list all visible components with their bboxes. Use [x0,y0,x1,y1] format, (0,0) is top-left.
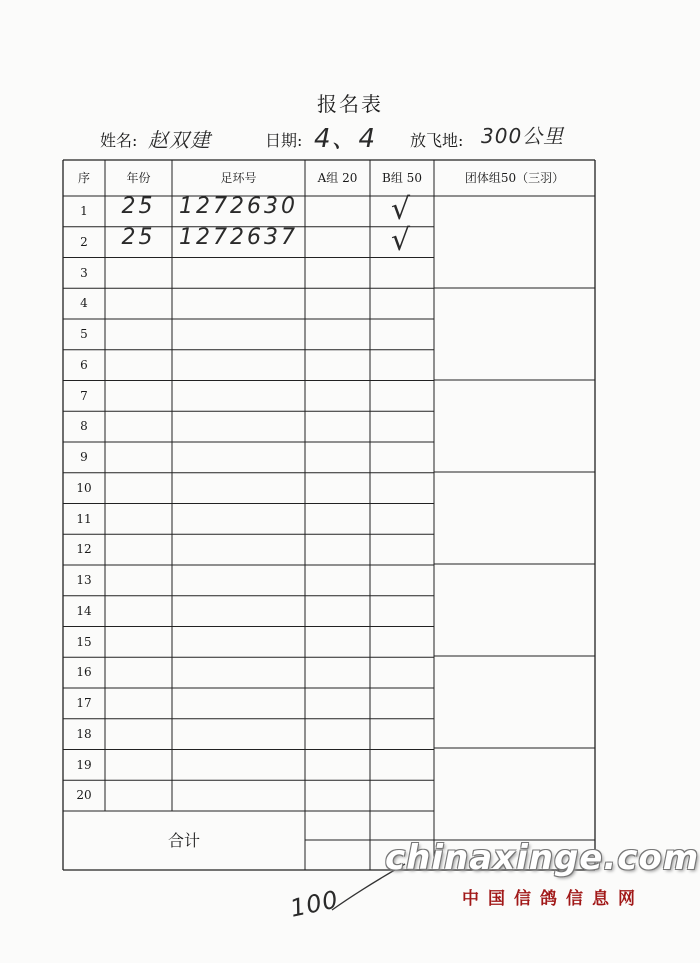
entry-year: 25 [121,224,156,250]
row-number: 7 [80,388,88,403]
row-number: 11 [76,511,92,526]
row-number: 8 [80,419,88,434]
row-number: 9 [80,450,88,464]
entry-ring: 1272630 [179,194,298,219]
header-seq: 序 [77,171,90,185]
row-number: 18 [76,726,92,741]
row-number: 5 [80,327,88,341]
row-number: 20 [76,788,92,803]
header-ring: 足环号 [220,171,257,185]
name-value: 赵双建 [148,128,211,152]
row-number: 13 [76,573,92,587]
row-number: 6 [80,357,88,372]
header-group-a: A组 20 [317,171,358,185]
row-number: 2 [80,234,88,249]
total-label: 合计 [167,831,200,850]
row-number: 17 [76,696,92,710]
header-team-group: 团体组50（三羽） [464,171,565,185]
release-label: 放飞地: [410,131,464,150]
entry-group-b-check: √ [390,222,414,258]
row-number: 10 [76,480,92,495]
entry-group-b-check: √ [390,192,414,227]
date-label: 日期: [265,131,303,150]
row-number: 3 [80,265,88,280]
name-label: 姓名: [100,131,138,150]
row-number: 16 [76,665,92,680]
entry-year: 25 [121,194,156,219]
row-number: 15 [76,634,92,649]
date-value: 4、4 [314,124,377,154]
watermark-site: chinaxinge.com [385,838,700,878]
row-number: 4 [80,296,88,311]
watermark-name: 中国信鸽信息网 [462,889,644,909]
row-number: 1 [80,204,88,218]
header-group-b: B组 50 [382,171,422,185]
row-number: 12 [76,542,92,557]
release-value: 300公里 [481,124,565,148]
form-title: 报名表 [317,92,383,116]
entry-ring: 1272637 [179,224,298,250]
header-year: 年份 [126,171,151,185]
row-number: 19 [76,757,92,772]
row-number: 14 [76,603,92,618]
handwritten-annotation: 100 [287,885,342,923]
